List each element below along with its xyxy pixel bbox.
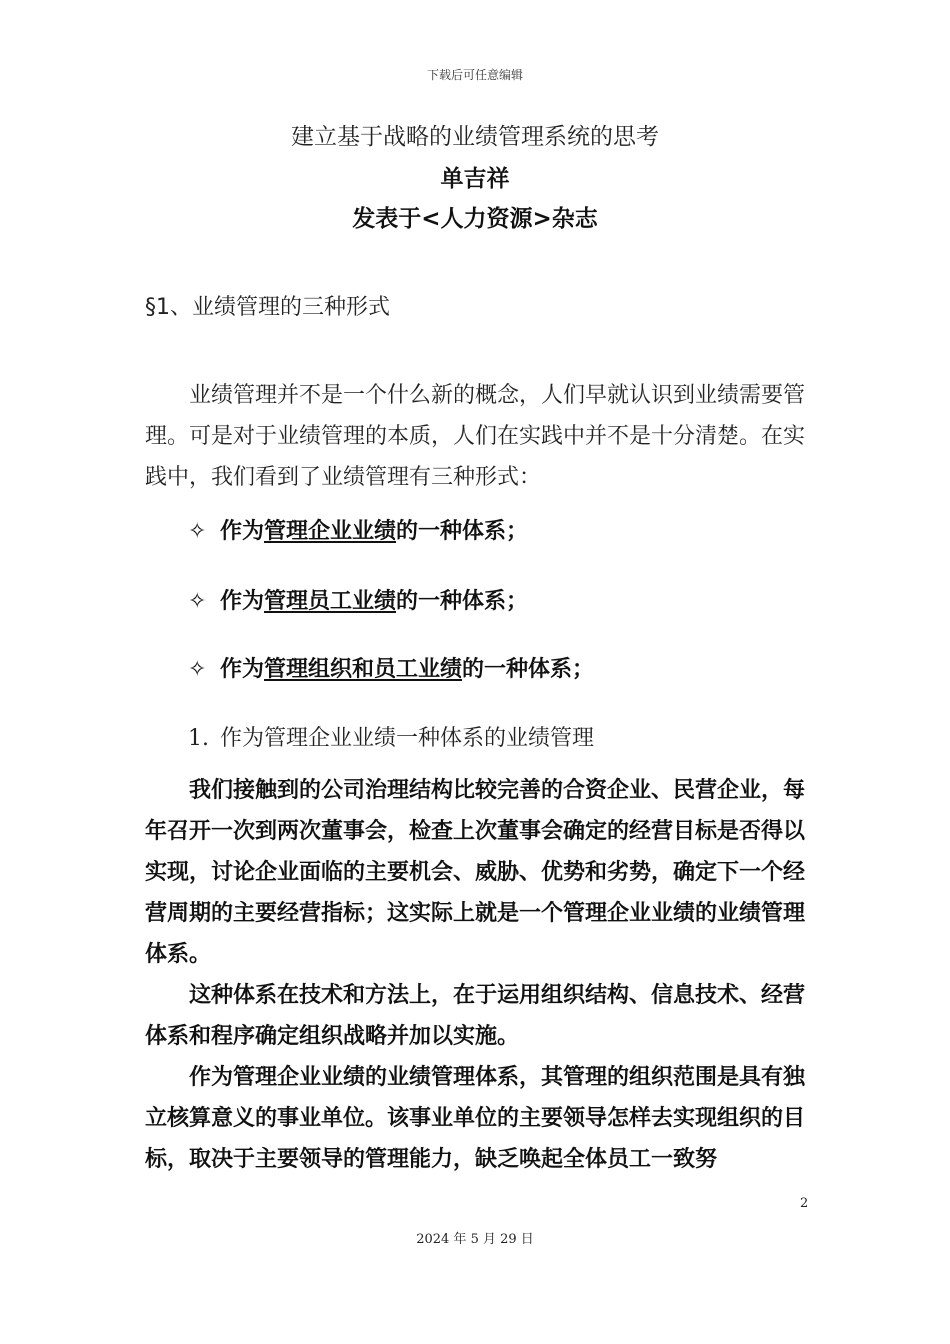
footer-date: 2024 年 5 月 29 日 bbox=[416, 1232, 534, 1247]
body-paragraph: 这种体系在技术和方法上，在于运用组织结构、信息技术、经营体系和程序确定组织战略并加以实施。 bbox=[145, 983, 806, 1049]
subsection-number: 1. bbox=[188, 726, 209, 751]
body-paragraph: 我们接触到的公司治理结构比较完善的合资企业、民营企业，每年召开一次到两次董事会，检查上次董事会确定的经营目标是否得以实现，讨论企业面临的主要机会、威胁、优势和劣势，确定下一个经营周期的主要经营指标；这实际上就是一个管理企业业绩的业绩管理体系。 bbox=[145, 778, 806, 967]
bullet-underlined: 管理组织和员工业绩 bbox=[264, 657, 463, 682]
diamond-star-icon: ✧ bbox=[188, 589, 207, 614]
bullet-item: ✧ 作为管理企业业绩的一种体系； bbox=[188, 519, 529, 544]
subsection-heading bbox=[188, 721, 594, 752]
page-number: 2 bbox=[800, 1196, 809, 1211]
intro-text: 业绩管理并不是一个什么新的概念，人们早就认识到业绩需要管理。可是对于业绩管理的本质，人们在实践中并不是十分清楚。在实践中，我们看到了业绩管理有三种形式： bbox=[145, 383, 806, 490]
header-note: 下载后可任意编辑 bbox=[426, 68, 523, 82]
bullet-item: ✧ 作为管理员工业绩的一种体系； bbox=[188, 589, 529, 614]
document-title: 建立基于战略的业绩管理系统的思考 bbox=[291, 124, 659, 150]
diamond-star-icon: ✧ bbox=[188, 657, 207, 682]
diamond-star-icon: ✧ bbox=[188, 519, 207, 544]
author-name: 单吉祥 bbox=[440, 166, 510, 192]
bullet-underlined: 管理企业业绩 bbox=[264, 519, 397, 544]
body-paragraph: 作为管理企业业绩的业绩管理体系，其管理的组织范围是具有独立核算意义的事业单位。该事业单位的主要领导怎样去实现组织的目标，取决于主要领导的管理能力，缺乏唤起全体员工一致努 bbox=[145, 1065, 806, 1172]
intro-paragraph bbox=[145, 375, 810, 498]
publication-line: 发表于<人力资源>杂志 bbox=[352, 206, 598, 232]
bullet-item: ✧ 作为管理组织和员工业绩的一种体系； bbox=[188, 657, 595, 682]
section-heading: §1、业绩管理的三种形式 bbox=[145, 295, 390, 320]
bullet-underlined: 管理员工业绩 bbox=[264, 589, 397, 614]
subsection-title: 作为管理企业业绩一种体系的业绩管理 bbox=[220, 726, 595, 751]
